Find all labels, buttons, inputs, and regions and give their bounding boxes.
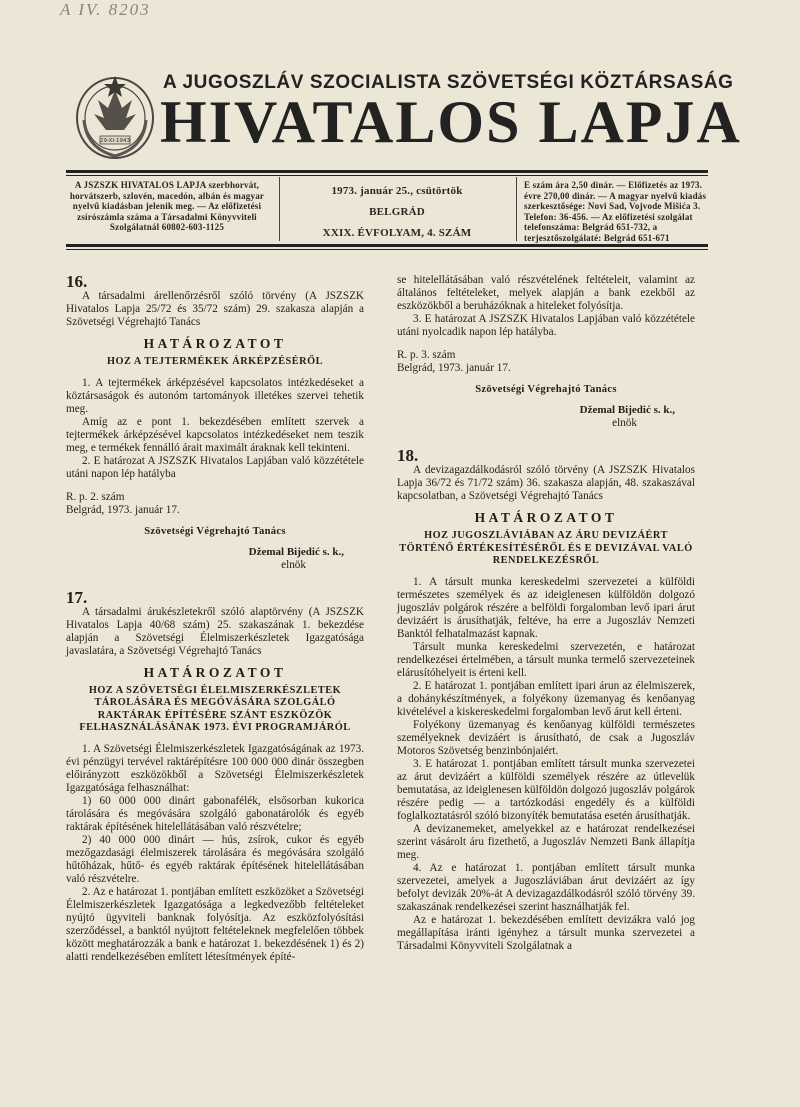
doc18-paragraph: 1. A társult munka kereskedelmi szervezetei a külföldi természetes személyek és az ideiglenesen külföldön dolgozó jugoszláv polgárok részére a belföldi forgalomban levő ipari árut devizáért is árusíthatják, feltéve, ha erre a Jugoszláv Nemzeti Banktól felhatalmazást kapnak. [397, 575, 695, 640]
doc16-signer: Džemal Bijedić s. k., [248, 545, 344, 558]
doc18-paragraph: Folyékony üzemanyag és kenőanyag külföldi természetes személyeknek devizáért is árusítható, de csak a Jugoszláv Motoros Szövetség benzinbónjaiért. [397, 718, 695, 757]
corner-annotation: A IV. 8203 [60, 0, 151, 19]
doc18-paragraph: Társult munka kereskedelmi szervezetén, e határozat rendelkezései értelmében, a társult munka termelő szervezeteinek elárusítóhelyeit is érteni kell. [397, 640, 695, 679]
masthead-rule-top-thin [66, 175, 708, 176]
doc18-subheading: HOZ JUGOSZLÁVIÁBAN AZ ÁRU DEVIZÁÉRT TÖRTÉNŐ ÉRTÉKESÍTÉSÉRŐL ÉS E DEVIZÁVAL VALÓ RENDELKEZÉSRŐL [399, 530, 693, 566]
doc17-council: Szövetségi Végrehajtó Tanács [475, 384, 617, 395]
doc17-continuation: se hitelellátásában való részvételének feltételeit, valamint az általános feltételeket, melyek alapján a bank ezekből az eszközökből a beruházóknak a hiteleket folyósítja. [397, 274, 695, 312]
doc18-number: 18. [397, 446, 419, 465]
doc17-paragraph: 1) 60 000 000 dinárt gabonafélék, elsősorban kukorica tárolására és megóvására szolgáló gabonatárolók és egyéb raktárak építésének hitelellátásában való részvételre; [66, 794, 364, 833]
doc18-paragraph: 3. E határozat 1. pontjában említett társult munka szervezetei az árut devizáért a külföldi személyek részére az útlevelük bemutatása, az ideiglenesen külföldön dolgozó jugoszláv polgárok részére pedig — a tartózkodási engedély és a külföldi foglalkoztatásról szóló bizonyíték bemutatása esetén árusíthatják. [397, 757, 695, 822]
doc17-heading: HATÁROZATOT [143, 664, 287, 680]
doc17-reference: R. p. 3. szám [397, 349, 456, 361]
masthead-rule-bottom [66, 244, 708, 247]
doc16-paragraph: 2. E határozat A JSZSZK Hivatalos Lapjában való közzététele utáni napon lép hatályba [66, 454, 364, 480]
state-emblem-icon [72, 70, 158, 162]
doc18-heading: HATÁROZATOT [474, 510, 618, 525]
doc17-date: Belgrád, 1973. január 17. [397, 362, 511, 374]
doc17-paragraph: 1. A Szövetségi Élelmiszerkészletek Igazgatóságának az 1973. évi pénzügyi tervével raktárépítésre 100 000 000 dinár összegben előirányzott eszközökből a Szövetségi Élelmiszerkészletek Igazgatósága felhasználhat: [66, 742, 364, 794]
doc16-intro: A társadalmi árellenőrzésről szóló törvény (A JSZSZK Hivatalos Lapja 25/72 és 35/72 szám) 29. szakasza alapján a Szövetségi Végrehajtó Tanács [66, 290, 364, 328]
doc17-number: 17. [66, 587, 88, 607]
emblem-date: 29-XI-1943 [99, 138, 131, 144]
masthead-title: HIVATALOS LAPJA [160, 89, 742, 155]
doc16-subheading: HOZ A TEJTERMÉKEK ÁRKÉPZÉSÉRŐL [107, 356, 323, 367]
issue-city: BELGRÁD [369, 206, 425, 218]
header-divider-left [279, 177, 280, 241]
doc16-role: elnök [281, 558, 306, 571]
doc16-reference: R. p. 2. szám [66, 490, 125, 503]
column-left [66, 274, 364, 964]
doc16-paragraph: Amíg az e pont 1. bekezdésében említett szervek a tejtermékek árképzésével kapcsolatos intézkedéseket nem teszik meg, e termékek fennálló árait maximált áraknak kell tekinteni. [66, 415, 364, 454]
doc17-signer: Džemal Bijedić s. k., [579, 404, 675, 416]
masthead-rule-top [66, 170, 708, 173]
header-publication-info: A JSZSZK HIVATALOS LAPJA szerbhorvát, horvátszerb, szlovén, macedón, albán és magyar nyelvű kiadásban jelenik meg. — Az előfizetési zsírószámla száma a Társadalmi Könyvviteli Szolgálatnál 60802-603-1125 [69, 180, 265, 232]
masthead-super-title: A JUGOSZLÁV SZOCIALISTA SZÖVETSÉGI KÖZTÁRSASÁG [163, 72, 734, 93]
header-divider-right [516, 177, 517, 241]
doc17-paragraph: 2) 40 000 000 dinárt — hús, zsírok, cukor és egyéb mezőgazdasági élelmiszerek tárolására és megóvására szolgáló hűtőházak, hűtő- és egyéb raktárak építésének hitelellátásában való részvételre. [66, 833, 364, 885]
doc18-paragraph: A devizanemeket, amelyekkel az e határozat rendelkezései szerint vásárolt áru fizethető, a Jugoszláv Nemzeti Bank állapítja meg. [397, 822, 695, 861]
doc16-date: Belgrád, 1973. január 17. [66, 503, 180, 516]
doc16-heading: HATÁROZATOT [143, 336, 287, 351]
doc17-role: elnök [612, 417, 637, 429]
doc16-number: 16. [66, 272, 88, 291]
column-right [397, 274, 695, 953]
doc18-intro: A devizagazdálkodásról szóló törvény (A JSZSZK Hivatalos Lapja 36/72 és 71/72 szám) 36. szakasza alapján, 48. szakaszával kapcsolatban, a Szövetségi Végrehajtó Tanács [397, 464, 695, 502]
issue-date: 1973. január 25., csütörtök [331, 185, 463, 197]
doc16-council: Szövetségi Végrehajtó Tanács [144, 525, 286, 537]
doc17-subheading: HOZ A SZÖVETSÉGI ÉLELMISZERKÉSZLETEK TÁROLÁSÁRA ÉS MEGÓVÁSÁRA SZOLGÁLÓ RAKTÁRAK ÉPÍTÉSÉRE SZÁNT ESZKÖZÖK FELHASZNÁLÁSÁNAK 1973. ÉVI PROGRAMJÁRÓL [79, 684, 351, 733]
masthead-rule-bottom-thin [66, 249, 708, 250]
doc17-paragraph: 3. E határozat A JSZSZK Hivatalos Lapjában való közzététele utáni nyolcadik napon lép hatályba. [397, 313, 695, 338]
doc17-paragraph: 2. Az e határozat 1. pontjában említett eszközöket a Szövetségi Élelmiszerkészletek Igazgatósága a legkedvezőbb feltételeket nyújtó ügyviteli banknak folyósítja. Az eszközfolyósítási szerződéssel, a banktól nyújtott feltételeknek megfelelően többek között meghatározzák a bank e határozat 1. bekezdésének 1) és 2) alatti rendelkezésében említett létesítmények építé- [66, 885, 364, 963]
doc18-paragraph: 2. E határozat 1. pontjában említett ipari árun az élelmiszerek, a dohánykészítmények, a folyékony üzemanyag és kenőanyag kivételével a kiskereskedelmi forgalomban levő árut kell érteni. [397, 679, 695, 718]
header-issue-info [288, 181, 506, 244]
doc17-intro: A társadalmi árukészletekről szóló alaptörvény (A JSZSZK Hivatalos Lapja 40/68 szám) 25. szakaszának 1. bekezdése alapján a Szövetségi Élelmiszerkészletek Igazgatósága javaslatára, a Szövetségi Végrehajtó Tanács [66, 605, 364, 657]
doc18-paragraph: Az e határozat 1. bekezdésében említett devizákra való jog megállapítása iránti igényhez a társult munka szervezetei a Társadalmi Könyvviteli Szolgálatnak a [397, 913, 695, 952]
header-subscription-info: E szám ára 2,50 dinár. — Előfizetés az 1973. évre 270,00 dinár. — A magyar nyelvű kiadás szerkesztősége: Novi Sad, Vojvode Mišića 3. Telefon: 36-456. — Az előfizetési szolgálat telefonszáma: Belgrád 651-732, a terjesztőszolgálaté: Belgrád 651-671 [524, 180, 707, 243]
doc16-paragraph: 1. A tejtermékek árképzésével kapcsolatos intézkedéseket a köztársaságok és autonóm tartományok illetékes szervei tehetik meg. [66, 376, 364, 415]
issue-volume: XXIX. ÉVFOLYAM, 4. SZÁM [322, 227, 472, 239]
doc18-paragraph: 4. Az e határozat 1. pontjában említett társult munka szervezetei, amelyek a Jugoszláviában árut devizáért az így befolyt devizák 20%-át A devizagazdálkodásról szóló törvény 39. szakaszának rendelkezései szerint használhatják fel. [397, 861, 695, 913]
